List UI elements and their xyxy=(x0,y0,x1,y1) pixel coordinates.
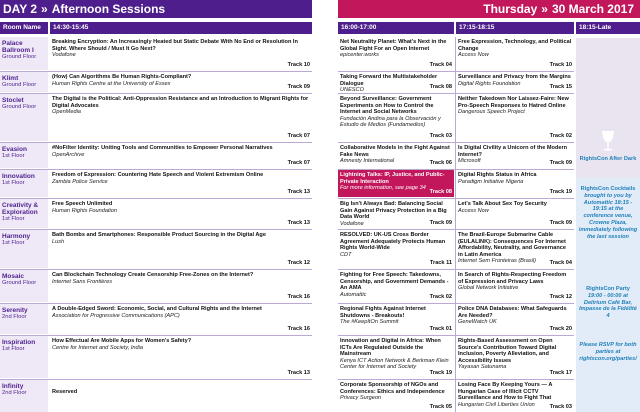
track-label: Track 02 xyxy=(429,294,452,301)
room-harmony xyxy=(0,230,48,268)
session-org: Vodafone xyxy=(340,220,364,227)
row-divider xyxy=(338,229,574,230)
right-header xyxy=(338,0,640,18)
session-org: For more information, see page 34 xyxy=(340,185,426,192)
session-org: The #KeepItOn Summit xyxy=(340,319,399,326)
room-evasion xyxy=(0,143,48,168)
track-label: Track 13 xyxy=(287,189,310,196)
col-time-1430: 14:30-15:45 xyxy=(50,22,312,34)
room-floor: 1st Floor xyxy=(2,240,25,246)
session-title: Neither Takedown Nor Laissez-Faire: New Pro-Speech Responses to Hatred Online xyxy=(458,96,569,109)
session-cell xyxy=(50,72,312,92)
session-org: Vodafone xyxy=(52,52,76,59)
row-divider xyxy=(0,169,312,170)
wine-glass-icon xyxy=(600,130,616,152)
track-label: Track 07 xyxy=(287,160,310,167)
room-name: Stoclet xyxy=(2,97,24,104)
track-label: Track 03 xyxy=(549,404,572,411)
session-cell xyxy=(456,336,574,378)
session-cell xyxy=(456,37,574,70)
session-org: OpenMedia xyxy=(52,109,81,116)
row-divider xyxy=(0,229,312,230)
room-name: Infinity xyxy=(2,383,24,390)
room-mosaic xyxy=(0,270,48,302)
session-org: GeneWatch UK xyxy=(458,319,497,326)
session-title: Reserved xyxy=(52,389,78,395)
session-org: Kenya ICT Action Network & Berkman Klein Center for Internet and Society xyxy=(340,357,449,371)
after-dark-title: RightsCon After Dark xyxy=(579,156,637,162)
session-title: Digital Rights Status in Africa xyxy=(458,172,537,178)
row-divider xyxy=(338,269,574,270)
room-name: Innovation xyxy=(2,173,35,180)
track-label: Track 09 xyxy=(429,220,452,227)
row-divider xyxy=(0,303,312,304)
session-cell xyxy=(456,230,574,268)
room-name: Palace Ballroom I xyxy=(2,40,34,54)
track-label: Track 15 xyxy=(549,84,572,91)
session-org: Yayasan Satunama xyxy=(458,364,507,371)
party-block xyxy=(578,286,638,320)
room-serenity xyxy=(0,304,48,334)
room-floor: 1st Floor xyxy=(2,180,25,186)
row-divider xyxy=(338,93,574,94)
session-title: #NoFilter Identity: Uniting Tools and Communities to Empower Personal Narratives xyxy=(52,145,273,151)
track-label: Track 01 xyxy=(429,326,452,333)
rsvp-block xyxy=(578,342,638,362)
session-org: Centre for Internet and Society, India xyxy=(52,344,144,351)
room-name: Mosaic xyxy=(2,273,25,280)
row-divider xyxy=(338,379,574,380)
session-org: Human Rights Foundation xyxy=(52,207,117,214)
room-innovation xyxy=(0,170,48,197)
track-label: Track 05 xyxy=(429,404,452,411)
cocktails-desc: brought to you by Automattic 18:15 - 19:15 at the conference venue, Crowne Plaza, immediately following the last session xyxy=(578,192,638,240)
session-title: Net Neutrality Planet: What's Next in the Global Fight For an Open Internet xyxy=(340,39,447,52)
session-cell xyxy=(456,304,574,334)
session-cell xyxy=(338,380,454,412)
room-creativity-exploration xyxy=(0,199,48,228)
row-divider xyxy=(0,198,312,199)
track-label: Track 10 xyxy=(287,62,310,69)
room-inspiration xyxy=(0,336,48,378)
room-palace-ballroom xyxy=(0,37,48,70)
room-stoclet xyxy=(0,94,48,141)
session-cell xyxy=(50,230,312,268)
room-floor: 1st Floor xyxy=(2,153,25,159)
session-cell xyxy=(50,304,312,334)
room-name: Serenity xyxy=(2,307,28,314)
session-org: Access Now xyxy=(458,52,489,59)
track-label: Track 16 xyxy=(287,326,310,333)
track-label: Track 20 xyxy=(549,326,572,333)
track-label: Track 09 xyxy=(287,84,310,91)
session-org: Microsoft xyxy=(458,158,481,165)
track-label: Track 04 xyxy=(429,62,452,69)
track-label: Track 19 xyxy=(549,189,572,196)
weekday-label: Thursday xyxy=(483,2,538,16)
session-cell xyxy=(338,199,454,228)
session-cell xyxy=(338,72,454,92)
track-label: Track 07 xyxy=(287,133,310,140)
session-title: Breaking Encryption: An Increasingly Heated but Static Debate With No End or Resolution In Sight. Where Should / Must It Go Next? xyxy=(52,39,298,52)
session-cell xyxy=(50,143,312,168)
session-title: Is Digital Civility a Unicorn of the Modern Internet? xyxy=(458,145,568,158)
column-divider xyxy=(455,37,456,412)
room-floor: Ground Floor xyxy=(2,54,37,60)
session-org: Zambia Police Service xyxy=(52,178,108,185)
session-title: (How) Can Algorithms Be Human Rights-Compliant? xyxy=(52,74,192,80)
room-floor: 1st Floor xyxy=(2,216,25,222)
session-cell xyxy=(456,72,574,92)
session-cell xyxy=(456,270,574,302)
session-cell xyxy=(50,37,312,70)
col-room-name: Room Name xyxy=(0,22,48,34)
session-org: Dangerous Speech Project xyxy=(458,109,525,116)
room-name: Harmony xyxy=(2,233,31,240)
session-title: A Double-Edged Sword: Economic, Social, and Cultural Rights and the Internet xyxy=(52,306,262,312)
session-title: In Search of Rights-Respecting Freedom of Expression and Privacy Laws xyxy=(458,272,567,285)
left-page xyxy=(0,0,312,412)
session-title: Innovation and Digital in Africa: When ICTs Are Regulated Outside the Mainstream xyxy=(340,338,441,358)
room-name: Evasion xyxy=(2,146,27,153)
session-cell xyxy=(50,170,312,197)
row-divider xyxy=(338,303,574,304)
row-divider xyxy=(338,169,574,170)
row-divider xyxy=(0,335,312,336)
track-label: Track 17 xyxy=(549,370,572,377)
room-name: Klimt xyxy=(2,75,19,82)
rsvp-link[interactable]: Please RSVP for both parties at rightscon.org/parties/ xyxy=(579,342,637,362)
session-title: Bath Bombs and Smartphones: Responsible Product Sourcing in the Digital Age xyxy=(52,232,266,238)
session-title: How Effectual Are Mobile Apps for Women's Safety? xyxy=(52,338,192,344)
session-cell xyxy=(456,199,574,228)
session-title: Fighting for Free Speech: Takedowns, Censorship, and Government Demands - An AMA xyxy=(340,272,449,292)
room-name: Inspiration xyxy=(2,339,36,346)
section-title: Afternoon Sessions xyxy=(51,2,166,16)
room-floor: 1st Floor xyxy=(2,346,25,352)
row-divider xyxy=(338,142,574,143)
track-label: Track 13 xyxy=(287,220,310,227)
day-label: DAY 2 xyxy=(3,2,38,16)
row-divider xyxy=(0,71,312,72)
col-time-1600: 16:00-17:00 xyxy=(338,22,454,34)
session-org: Lush xyxy=(52,238,65,245)
party-desc: 19:00 - 00:00 at Delirium Café Bar, Impasse de la Fidélité 4 xyxy=(579,292,637,320)
session-cell xyxy=(338,270,454,302)
session-title: Collaborative Models in the Fight Against Fake News xyxy=(340,145,450,158)
session-org: Human Rights Centre at the University of Essex xyxy=(52,80,171,87)
session-org: Fundación Andina para la Observación y Estudio de Medios (Fundamedios) xyxy=(340,115,441,129)
left-header xyxy=(0,0,312,18)
session-cell xyxy=(338,230,454,268)
room-floor: Ground Floor xyxy=(2,280,37,286)
session-cell xyxy=(338,94,454,141)
session-title: The Digital is the Political: Anti-Oppression Resistance and an Introduction to Migrant Rights for Digital Advocates xyxy=(52,96,309,109)
session-title: Let's Talk About Sex Toy Security xyxy=(458,201,547,207)
session-title: The Brazil-Europe Submarine Cable (EULALINK): Consequences For Internet Affordability, Neutrality, and Governance in Latin America xyxy=(458,232,566,258)
date-label: 30 March 2017 xyxy=(551,2,634,16)
session-cell xyxy=(50,380,312,412)
session-org: Internet Sans Frontières xyxy=(52,278,113,285)
track-label: Track 03 xyxy=(429,133,452,140)
session-org: Internet Sem Fronteiras (Brasil) xyxy=(458,258,537,265)
room-floor: Ground Floor xyxy=(2,82,37,88)
cocktails-block xyxy=(578,186,638,240)
track-label: Track 16 xyxy=(287,294,310,301)
track-label: Track 12 xyxy=(549,294,572,301)
cocktails-title: RightsCon Cocktails xyxy=(580,186,636,192)
session-title: Lightning Talks: IP, Justice, and Public-Private Interaction xyxy=(340,172,445,185)
session-org: Access Now xyxy=(458,207,489,214)
session-title: Can Blockchain Technology Create Censorship Free-Zones on the Internet? xyxy=(52,272,254,278)
room-floor: 2nd Floor xyxy=(2,390,27,396)
session-cell xyxy=(50,199,312,228)
room-name: Creativity & Exploration xyxy=(2,202,39,216)
session-title: Surveillance and Privacy from the Margins xyxy=(458,74,571,80)
track-label: Track 12 xyxy=(287,260,310,267)
room-floor: 2nd Floor xyxy=(2,314,27,320)
track-label: Track 06 xyxy=(429,160,452,167)
row-divider xyxy=(0,142,312,143)
track-label: Track 13 xyxy=(287,370,310,377)
col-time-1715: 17:15-18:15 xyxy=(456,22,574,34)
session-org: Automattic xyxy=(340,291,367,298)
session-cell xyxy=(338,336,454,378)
session-org: CDT xyxy=(340,251,352,258)
session-org: epicenter.works xyxy=(340,52,379,59)
session-title: Big Isn't Always Bad: Balancing Social Gain Against Privacy Protection in a Big Data World xyxy=(340,201,447,221)
session-title: Free Speech Unlimited xyxy=(52,201,113,207)
session-org: Digital Rights Foundation xyxy=(458,80,521,87)
session-cell-highlighted xyxy=(338,170,454,197)
row-divider xyxy=(0,93,312,94)
header-arrow: » xyxy=(41,2,48,16)
session-title: Taking Forward the Multistakeholder Dialogue xyxy=(340,74,438,87)
col-time-late: 18:15-Late xyxy=(576,22,640,34)
session-title: Losing Face By Keeping Yours — A Hungarian Case of Illicit CCTV Surveillance and How to Fight That xyxy=(458,382,553,402)
session-title: RESOLVED: UK-US Cross Border Agreement Adequately Protects Human Rights World-Wide xyxy=(340,232,446,252)
session-org: UNESCO xyxy=(340,87,364,92)
session-org: Hungarian Civil Liberties Union xyxy=(458,401,535,408)
room-infinity xyxy=(0,380,48,412)
track-label: Track 19 xyxy=(429,370,452,377)
track-label: Track 09 xyxy=(549,160,572,167)
session-title: Rights-Based Assessment on Open Source's Contribution Toward Digital Inclusion, Poverty Alleviation, and Accessibility Issues xyxy=(458,338,557,364)
track-label: Track 11 xyxy=(429,260,452,267)
after-dark-block xyxy=(578,156,638,163)
session-org: Global Network Initiative xyxy=(458,285,519,292)
session-cell xyxy=(456,94,574,141)
session-cell xyxy=(50,336,312,378)
track-label: Track 08 xyxy=(429,84,452,91)
session-org: Association for Progressive Communications (APC) xyxy=(52,312,180,319)
session-cell xyxy=(338,304,454,334)
session-title: Beyond Surveillance: Government Experiments on How to Control the Internet and Social Networks xyxy=(340,96,434,116)
session-cell xyxy=(50,270,312,302)
track-label: Track 02 xyxy=(549,133,572,140)
session-cell xyxy=(456,143,574,168)
track-label: Track 10 xyxy=(549,62,572,69)
row-divider xyxy=(0,379,312,380)
party-title: RightsCon Party xyxy=(586,286,630,292)
row-divider xyxy=(0,269,312,270)
session-cell xyxy=(50,94,312,141)
session-title: Free Expression, Technology, and Political Change xyxy=(458,39,572,52)
track-label: Track 08 xyxy=(429,189,452,196)
session-cell xyxy=(338,37,454,70)
session-title: Freedom of Expression: Countering Hate Speech and Violent Extremism Online xyxy=(52,172,264,178)
session-title: Corporate Sponsorship of NGOs and Conferences: Ethics and Independence xyxy=(340,382,445,395)
session-title: Police DNA Databases: What Safeguards Are Needed? xyxy=(458,306,567,319)
session-cell xyxy=(456,380,574,412)
session-org: Amnesty International xyxy=(340,158,395,165)
session-cell xyxy=(338,143,454,168)
session-cell xyxy=(456,170,574,197)
row-divider xyxy=(338,335,574,336)
room-floor: Ground Floor xyxy=(2,104,37,110)
session-title: Regional Fights Against Internet Shutdowns - Breakouts! xyxy=(340,306,426,319)
row-divider xyxy=(338,198,574,199)
header-arrow: » xyxy=(541,2,548,16)
track-label: Track 04 xyxy=(549,260,572,267)
right-page xyxy=(338,0,640,412)
room-klimt xyxy=(0,72,48,92)
session-org: Paradigm Initiative Nigeria xyxy=(458,178,524,185)
session-org: OpenArchive xyxy=(52,151,85,158)
track-label: Track 09 xyxy=(549,220,572,227)
row-divider xyxy=(338,71,574,72)
session-org: Privacy Surgeon xyxy=(340,395,382,402)
